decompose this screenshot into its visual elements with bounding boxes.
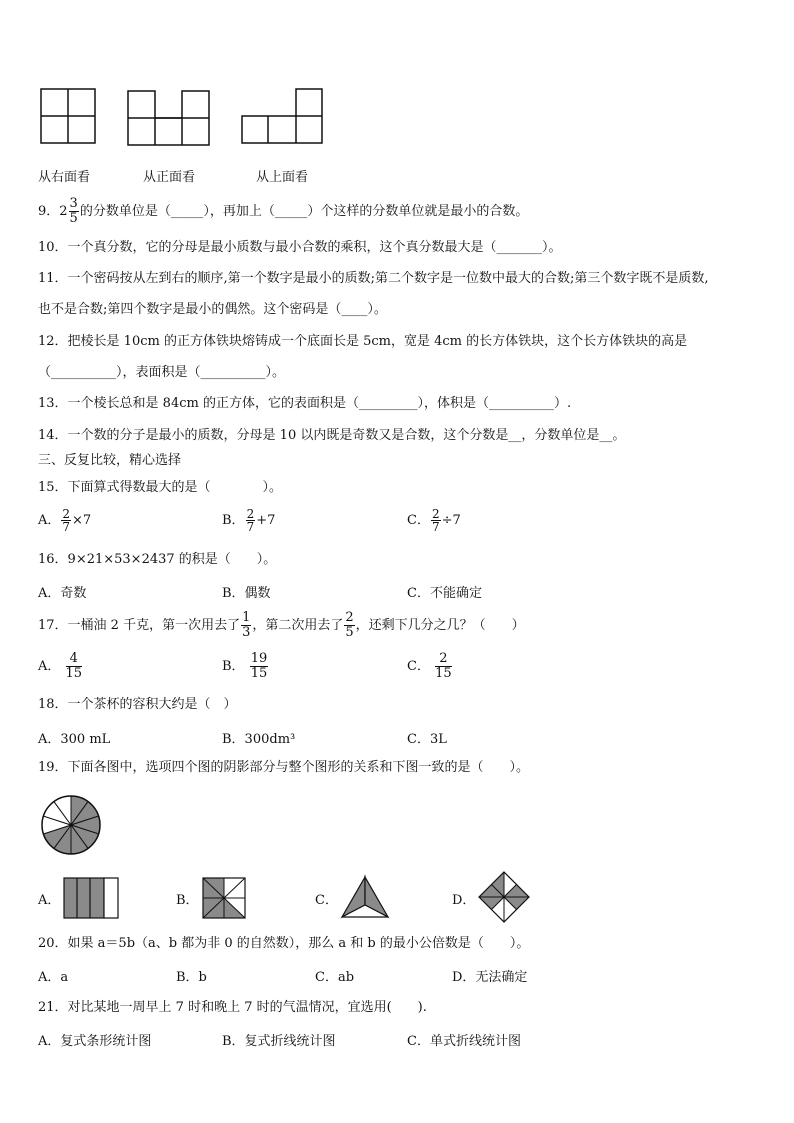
q19-option-d-label[interactable]: D． — [452, 893, 476, 908]
q20-option-d[interactable]: D．无法确定 — [452, 970, 528, 985]
question-13: 13．一个棱长总和是 84cm 的正方体，它的表面积是（_________），体积是（__________）. — [38, 396, 572, 411]
question-19: 19．下面各图中，选项四个图的阴影部分与整个图形的关系和下图一致的是（ ）。 — [38, 760, 530, 775]
q16-option-c[interactable]: C．不能确定 — [407, 586, 482, 601]
q20-option-b[interactable]: B．b — [176, 970, 207, 985]
q16-option-a[interactable]: A．奇数 — [38, 586, 87, 601]
question-14: 14．一个数的分子是最小的质数，分母是 10 以内既是奇数又是合数，这个分数是__，分数单位是__。 — [38, 428, 626, 443]
q16-option-b[interactable]: B．偶数 — [222, 586, 271, 601]
q19-option-b-figure[interactable] — [202, 877, 246, 919]
q19-option-d-figure[interactable] — [477, 870, 531, 924]
q18-option-b[interactable]: B．300dm³ — [222, 732, 296, 747]
q21-option-a[interactable]: A．复式条形统计图 — [38, 1034, 152, 1049]
front-view-figure — [127, 90, 209, 146]
q19-option-a-figure[interactable] — [63, 877, 119, 919]
front-view-label: 从正面看 — [143, 170, 196, 185]
q19-reference-circle — [40, 794, 102, 856]
question-18: 18．一个茶杯的容积大约是（ ） — [38, 697, 237, 712]
q9-fraction: $\frac{3}{5}$ — [69, 196, 78, 226]
question-20: 20．如果 a＝5b（a、b 都为非 0 的自然数），那么 a 和 b 的最小公倍数是（ ）。 — [38, 936, 530, 951]
q17-option-b[interactable]: B． $\frac{19}{15}$ — [222, 651, 268, 681]
top-view-figure — [241, 88, 323, 144]
right-view-figure — [40, 88, 96, 144]
q19-option-c-figure[interactable] — [340, 875, 390, 919]
question-21: 21．对比某地一周早上 7 时和晚上 7 时的气温情况，宜选用( ). — [38, 1000, 427, 1015]
question-16: 16．9×21×53×2437 的积是（ ）。 — [38, 552, 277, 567]
question-17: 17．一桶油 2 千克，第一次用去了 $\frac{1}{3}$ ，第二次用去了 $\frac{2}{5}$ ，还剩下几分之几？（ ） — [38, 610, 525, 640]
q21-option-b[interactable]: B．复式折线统计图 — [222, 1034, 336, 1049]
q15-option-a[interactable]: A． $\frac{2}{7}$ ×7 — [38, 507, 92, 534]
q15-option-c[interactable]: C． $\frac{2}{7}$ ÷7 — [407, 507, 461, 534]
q20-option-a[interactable]: A．a — [38, 970, 69, 985]
right-view-label: 从右面看 — [38, 170, 91, 185]
q15-option-b[interactable]: B． $\frac{2}{7}$ +7 — [222, 507, 276, 534]
question-15: 15．下面算式得数最大的是（ ）。 — [38, 480, 283, 495]
q17-option-a[interactable]: A． $\frac{4}{15}$ — [38, 651, 83, 681]
question-12-line-1: 12．把棱长是 10cm 的正方体铁块熔铸成一个底面长是 5cm，宽是 4cm 的长方体铁块，这个长方体铁块的高是 — [38, 334, 688, 349]
q17-option-c[interactable]: C． $\frac{2}{15}$ — [407, 651, 452, 681]
q21-option-c[interactable]: C．单式折线统计图 — [407, 1034, 521, 1049]
q19-option-c-label[interactable]: C． — [315, 893, 338, 908]
question-11-line-2: 也不是合数;第四个数字是最小的偶然。这个密码是（____）。 — [38, 302, 387, 317]
section-3-heading: 三、反复比较，精心选择 — [38, 453, 182, 468]
top-view-label: 从上面看 — [256, 170, 309, 185]
q19-option-a-label[interactable]: A． — [38, 893, 61, 908]
q18-option-a[interactable]: A．300 mL — [38, 732, 111, 747]
question-11-line-1: 11．一个密码按从左到右的顺序,第一个数字是最小的质数;第二个数字是一位数中最大的合数;第三个数字既不是质数, — [38, 271, 709, 286]
question-10: 10．一个真分数，它的分母是最小质数与最小合数的乘积，这个真分数最大是（_______）。 — [38, 240, 562, 255]
question-12-line-2: （__________），表面积是（__________）。 — [38, 365, 286, 380]
q19-option-b-label[interactable]: B． — [176, 893, 199, 908]
question-9: 9．2 $\frac{3}{5}$ 的分数单位是（_____），再加上（_____）个这样的分数单位就是最小的合数。 — [38, 196, 529, 226]
q20-option-c[interactable]: C．ab — [315, 970, 355, 985]
q18-option-c[interactable]: C．3L — [407, 732, 447, 747]
